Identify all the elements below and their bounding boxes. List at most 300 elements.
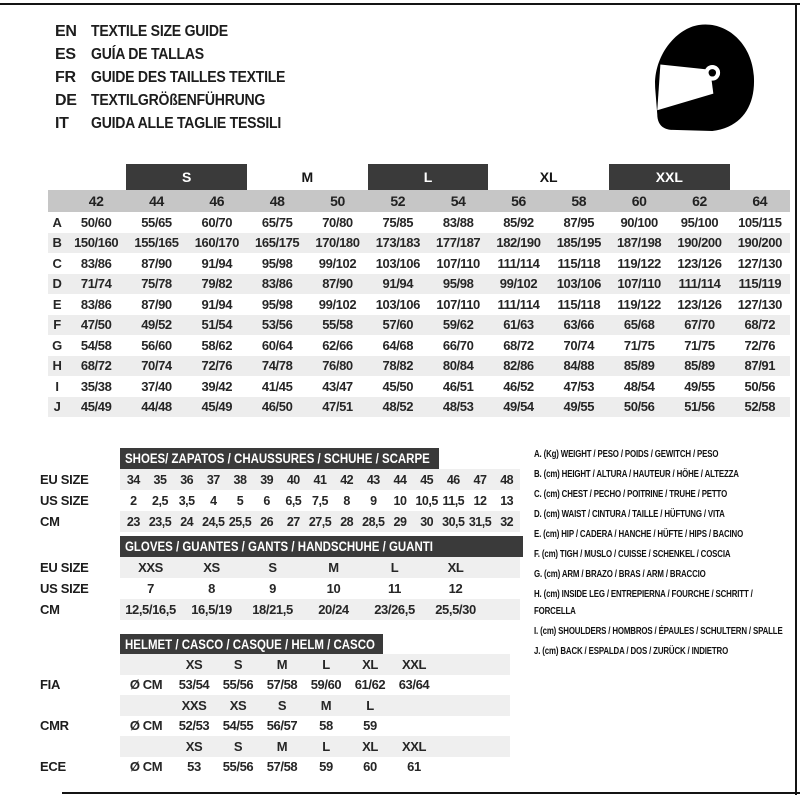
value-cell: 3,5 bbox=[178, 493, 195, 508]
value-cell: 6,5 bbox=[285, 493, 302, 508]
value-cell: M bbox=[328, 560, 339, 575]
language-row bbox=[55, 66, 312, 89]
shoes-table-title-text: SHOES/ ZAPATOS / CHAUSSURES / SCHUHE / SCARPE bbox=[125, 451, 430, 466]
language-code: ES bbox=[55, 45, 76, 63]
size-value-cell: 48/52 bbox=[382, 399, 414, 415]
size-value-cell: 68/72 bbox=[80, 358, 112, 374]
size-value-cell: 46/51 bbox=[442, 378, 474, 394]
language-row bbox=[55, 20, 312, 43]
size-value-cell: 95/98 bbox=[442, 276, 474, 292]
size-group-label: XXL bbox=[609, 164, 730, 190]
language-code: FR bbox=[55, 68, 76, 86]
measurement-letter: C bbox=[52, 255, 62, 271]
size-value-cell: 90/100 bbox=[620, 214, 658, 230]
size-value-cell: 185/195 bbox=[556, 235, 601, 251]
size-value-cell: 70/74 bbox=[563, 337, 595, 353]
gloves-size-table bbox=[40, 536, 523, 620]
size-value-cell: 155/165 bbox=[134, 235, 179, 251]
size-value-cell: 64/68 bbox=[382, 337, 414, 353]
value-cell: 18/21,5 bbox=[252, 602, 293, 617]
value-cell: 63/64 bbox=[398, 677, 430, 693]
guide-title: GUIDE DES TAILLES TEXTILE bbox=[91, 68, 286, 86]
size-value-cell: 115/118 bbox=[557, 255, 601, 271]
size-value-cell: 84/88 bbox=[563, 358, 595, 374]
measurement-row bbox=[48, 274, 790, 295]
size-value-cell: 68/72 bbox=[503, 337, 534, 353]
size-value-cell: 103/106 bbox=[375, 296, 420, 312]
value-cell: 38 bbox=[233, 472, 247, 487]
measurement-row bbox=[48, 253, 790, 274]
value-cell: 28 bbox=[340, 514, 354, 529]
table-row bbox=[40, 490, 520, 511]
row-cells bbox=[120, 599, 520, 620]
size-column-header: 60 bbox=[631, 193, 647, 209]
value-cell: 2,5 bbox=[152, 493, 168, 508]
measurement-row bbox=[48, 294, 790, 315]
row-label: US SIZE bbox=[40, 581, 89, 596]
measurement-letter: H bbox=[52, 358, 62, 374]
size-value-cell: 44/48 bbox=[141, 399, 172, 415]
value-cell: 24,5 bbox=[202, 514, 225, 529]
size-value-cell: 50/56 bbox=[623, 399, 655, 415]
size-value-cell: 45/49 bbox=[80, 399, 112, 415]
size-value-cell: 76/80 bbox=[322, 358, 353, 374]
legend-item: G. (cm) ARM / BRAZO / BRAS / ARM / BRACCIO bbox=[534, 568, 706, 580]
value-cell: 57/58 bbox=[266, 759, 298, 775]
legend-item: D. (cm) WAIST / CINTURA / TAILLE / HÜFTUNG / VITA bbox=[534, 508, 725, 520]
value-cell: XXS bbox=[138, 560, 163, 575]
value-cell: 36 bbox=[180, 472, 194, 487]
value-cell: 55/56 bbox=[222, 677, 254, 693]
size-value-cell: 49/55 bbox=[684, 378, 715, 394]
size-value-cell: 190/200 bbox=[737, 235, 782, 251]
size-label-cell: S bbox=[233, 656, 243, 672]
size-value-cell: 190/200 bbox=[677, 235, 722, 251]
value-cell: XS bbox=[203, 560, 220, 575]
size-value-cell: 74/78 bbox=[261, 358, 293, 374]
size-value-cell: 49/55 bbox=[563, 399, 595, 415]
value-cell: 9 bbox=[269, 581, 276, 596]
measurement-row bbox=[48, 397, 790, 418]
row-cells bbox=[120, 736, 510, 757]
value-cell: 39 bbox=[260, 472, 274, 487]
size-label-cell: L bbox=[322, 656, 330, 672]
size-value-cell: 47/51 bbox=[322, 399, 353, 415]
size-value-cell: 127/130 bbox=[737, 255, 782, 271]
size-value-cell: 107/110 bbox=[436, 296, 480, 312]
row-cells bbox=[120, 557, 520, 578]
racing-helmet-icon bbox=[652, 24, 756, 132]
shoes-size-table bbox=[40, 448, 520, 532]
table-row bbox=[40, 578, 523, 599]
frame-line-bottom bbox=[62, 792, 800, 794]
size-column-header: 52 bbox=[390, 193, 406, 209]
size-value-cell: 83/86 bbox=[80, 296, 112, 312]
row-cells bbox=[120, 757, 510, 778]
size-value-cell: 50/60 bbox=[80, 214, 112, 230]
row-label: CMR bbox=[40, 718, 69, 734]
size-value-cell: 51/54 bbox=[201, 317, 233, 333]
gloves-table-title-text: GLOVES / GUANTES / GANTS / HANDSCHUHE / GUANTI bbox=[125, 539, 433, 554]
size-value-cell: 99/102 bbox=[318, 296, 357, 312]
unit-cell: Ø CM bbox=[129, 677, 163, 693]
legend-item: F. (cm) TIGH / MUSLO / CUISSE / SCHENKEL / COSCIA bbox=[534, 548, 731, 560]
value-cell: 59 bbox=[319, 759, 333, 775]
table-row bbox=[40, 557, 523, 578]
legend-item: E. (cm) HIP / CADERA / HANCHE / HÜFTE / HIPS / BACINO bbox=[534, 528, 744, 540]
textile-size-table bbox=[48, 164, 790, 417]
value-cell: 53/54 bbox=[178, 677, 210, 693]
size-value-cell: 43/47 bbox=[322, 378, 353, 394]
size-value-cell: 87/95 bbox=[563, 214, 595, 230]
size-label-cell: L bbox=[322, 738, 330, 754]
size-value-cell: 103/106 bbox=[375, 255, 420, 271]
row-cells bbox=[120, 469, 520, 490]
measurement-legend bbox=[534, 446, 790, 663]
size-header-row bbox=[48, 190, 790, 212]
size-value-cell: 49/52 bbox=[141, 317, 172, 333]
size-value-cell: 78/82 bbox=[382, 358, 414, 374]
helmet-table-title bbox=[120, 634, 383, 654]
helmet-size-row bbox=[40, 736, 510, 757]
size-value-cell: 99/102 bbox=[318, 255, 357, 271]
value-cell: 24 bbox=[180, 514, 194, 529]
size-value-cell: 53/56 bbox=[261, 317, 293, 333]
value-cell: 55/56 bbox=[222, 759, 254, 775]
value-cell: L bbox=[390, 560, 399, 575]
size-value-cell: 70/80 bbox=[322, 214, 353, 230]
measurement-row bbox=[48, 315, 790, 336]
value-cell: 12 bbox=[473, 493, 487, 508]
measurement-letter: D bbox=[52, 276, 62, 292]
row-cells bbox=[120, 675, 510, 696]
size-value-cell: 39/42 bbox=[201, 378, 233, 394]
value-cell: 25,5/30 bbox=[435, 602, 476, 617]
size-label-cell: S bbox=[277, 697, 287, 713]
table-row bbox=[40, 469, 520, 490]
size-label-cell: L bbox=[366, 697, 374, 713]
value-cell: 7 bbox=[147, 581, 154, 596]
size-column-header: 62 bbox=[692, 193, 707, 209]
row-label: US SIZE bbox=[40, 493, 89, 508]
helmet-value-row bbox=[40, 757, 510, 778]
size-label-cell: XS bbox=[185, 738, 203, 754]
value-cell: 11 bbox=[388, 581, 401, 596]
value-cell: 27 bbox=[286, 514, 300, 529]
value-cell: 48 bbox=[500, 472, 514, 487]
size-column-header: 42 bbox=[88, 193, 104, 209]
size-value-cell: 95/98 bbox=[261, 255, 293, 271]
value-cell: 8 bbox=[208, 581, 215, 596]
size-value-cell: 41/45 bbox=[261, 378, 293, 394]
size-value-cell: 60/70 bbox=[201, 214, 233, 230]
size-group-row bbox=[48, 164, 790, 190]
row-label: EU SIZE bbox=[40, 560, 89, 575]
value-cell: 40 bbox=[286, 472, 300, 487]
size-value-cell: 115/119 bbox=[738, 276, 782, 292]
size-column-header: 48 bbox=[269, 193, 285, 209]
value-cell: 4 bbox=[210, 493, 217, 508]
size-value-cell: 123/126 bbox=[677, 255, 722, 271]
language-title-list bbox=[55, 20, 312, 135]
size-value-cell: 52/58 bbox=[744, 399, 776, 415]
size-value-cell: 187/198 bbox=[617, 235, 662, 251]
size-value-cell: 70/74 bbox=[141, 358, 172, 374]
size-label-cell: XL bbox=[362, 738, 378, 754]
size-label-cell: XXS bbox=[181, 697, 207, 713]
guide-title: TEXTILE SIZE GUIDE bbox=[91, 22, 228, 40]
size-value-cell: 59/62 bbox=[442, 317, 474, 333]
size-value-cell: 79/82 bbox=[201, 276, 233, 292]
size-value-cell: 37/40 bbox=[141, 378, 172, 394]
size-value-cell: 47/53 bbox=[563, 378, 595, 394]
value-cell: 20/24 bbox=[318, 602, 349, 617]
size-value-cell: 91/94 bbox=[201, 255, 233, 271]
language-code: IT bbox=[55, 114, 69, 132]
size-value-cell: 72/76 bbox=[744, 337, 776, 353]
language-code: DE bbox=[55, 91, 77, 109]
size-value-cell: 127/130 bbox=[737, 296, 782, 312]
size-label-cell: XXL bbox=[401, 656, 427, 672]
value-cell: 2 bbox=[130, 493, 137, 508]
size-value-cell: 80/84 bbox=[442, 358, 474, 374]
size-column-header: 54 bbox=[450, 193, 466, 209]
row-label: ECE bbox=[40, 759, 66, 775]
size-label-cell: S bbox=[233, 738, 243, 754]
measurement-letter: G bbox=[52, 337, 62, 353]
value-cell: S bbox=[268, 560, 277, 575]
value-cell: 61 bbox=[407, 759, 421, 775]
frame-line-right bbox=[795, 3, 797, 795]
size-value-cell: 173/183 bbox=[375, 235, 420, 251]
size-value-cell: 82/86 bbox=[503, 358, 534, 374]
helmet-value-row bbox=[40, 675, 510, 696]
size-label-cell: M bbox=[320, 697, 332, 713]
language-code: EN bbox=[55, 22, 77, 40]
value-cell: 5 bbox=[236, 493, 244, 508]
value-cell: 37 bbox=[206, 472, 220, 487]
legend-item: I. (cm) SHOULDERS / HOMBROS / ÉPAULES / SCHULTERN / SPALLE bbox=[534, 625, 783, 637]
size-column-header: 64 bbox=[752, 193, 768, 209]
value-cell: 41 bbox=[313, 472, 327, 487]
size-value-cell: 87/91 bbox=[744, 358, 776, 374]
size-value-cell: 111/114 bbox=[497, 296, 540, 312]
size-value-cell: 48/54 bbox=[623, 378, 655, 394]
row-cells bbox=[120, 578, 520, 599]
legend-item: C. (cm) CHEST / PECHO / POITRINE / TRUHE / PETTO bbox=[534, 488, 728, 500]
legend-item: J. (cm) BACK / ESPALDA / DOS / ZURÜCK / INDIETRO bbox=[534, 645, 729, 657]
value-cell: 12 bbox=[448, 581, 463, 596]
size-value-cell: 49/54 bbox=[503, 399, 534, 415]
size-group-label: S bbox=[126, 164, 247, 190]
size-label-cell: M bbox=[276, 656, 288, 672]
value-cell: 34 bbox=[126, 472, 140, 487]
size-value-cell: 115/118 bbox=[557, 296, 601, 312]
size-value-cell: 60/64 bbox=[261, 337, 293, 353]
size-value-cell: 67/70 bbox=[684, 317, 715, 333]
size-column-header: 46 bbox=[209, 193, 225, 209]
size-value-cell: 99/102 bbox=[499, 276, 538, 292]
size-value-cell: 71/75 bbox=[684, 337, 715, 353]
size-value-cell: 54/58 bbox=[80, 337, 112, 353]
value-cell: 32 bbox=[500, 514, 514, 529]
table-row bbox=[40, 511, 520, 532]
size-value-cell: 58/62 bbox=[201, 337, 233, 353]
value-cell: 9 bbox=[370, 493, 377, 508]
size-value-cell: 66/70 bbox=[442, 337, 474, 353]
size-value-cell: 83/88 bbox=[442, 214, 474, 230]
value-cell: 23 bbox=[126, 514, 140, 529]
size-value-cell: 123/126 bbox=[677, 296, 722, 312]
table-row bbox=[40, 599, 523, 620]
size-value-cell: 48/53 bbox=[442, 399, 474, 415]
helmet-table-title-text: HELMET / CASCO / CASQUE / HELM / CASCO bbox=[125, 636, 375, 652]
size-value-cell: 47/50 bbox=[80, 317, 112, 333]
row-cells bbox=[120, 511, 520, 532]
value-cell: 54/55 bbox=[222, 718, 254, 734]
value-cell: 59/60 bbox=[310, 677, 342, 693]
row-label: CM bbox=[40, 602, 60, 617]
size-value-cell: 65/68 bbox=[623, 317, 655, 333]
size-value-cell: 75/78 bbox=[141, 276, 172, 292]
size-value-cell: 46/50 bbox=[261, 399, 293, 415]
size-value-cell: 75/85 bbox=[382, 214, 414, 230]
size-value-cell: 160/170 bbox=[194, 235, 239, 251]
size-value-cell: 119/122 bbox=[617, 296, 661, 312]
size-value-cell: 105/115 bbox=[738, 214, 782, 230]
value-cell: 30 bbox=[420, 514, 434, 529]
helmet-value-row bbox=[40, 716, 510, 737]
unit-cell: Ø CM bbox=[129, 718, 163, 734]
value-cell: 10,5 bbox=[415, 493, 438, 508]
size-value-cell: 72/76 bbox=[201, 358, 233, 374]
size-value-cell: 170/180 bbox=[315, 235, 360, 251]
size-value-cell: 95/98 bbox=[261, 296, 293, 312]
size-value-cell: 45/50 bbox=[382, 378, 414, 394]
row-label: EU SIZE bbox=[40, 472, 89, 487]
size-value-cell: 95/100 bbox=[680, 214, 719, 230]
measurement-row bbox=[48, 212, 790, 233]
helmet-size-table bbox=[40, 634, 510, 777]
size-value-cell: 119/122 bbox=[617, 255, 661, 271]
size-value-cell: 107/110 bbox=[436, 255, 480, 271]
size-value-cell: 87/90 bbox=[141, 255, 172, 271]
value-cell: 29 bbox=[393, 514, 407, 529]
size-value-cell: 107/110 bbox=[617, 276, 661, 292]
value-cell: 10 bbox=[326, 581, 341, 596]
value-cell: 47 bbox=[473, 472, 487, 487]
size-value-cell: 85/92 bbox=[503, 214, 534, 230]
value-cell: 46 bbox=[446, 472, 460, 487]
size-value-cell: 55/58 bbox=[322, 317, 353, 333]
size-value-cell: 71/74 bbox=[80, 276, 112, 292]
value-cell: 8 bbox=[343, 493, 350, 508]
measurement-row bbox=[48, 376, 790, 397]
size-value-cell: 56/60 bbox=[141, 337, 172, 353]
size-value-cell: 62/66 bbox=[322, 337, 353, 353]
row-label: CM bbox=[40, 514, 60, 529]
value-cell: 58 bbox=[319, 718, 333, 734]
value-cell: 23,5 bbox=[148, 514, 172, 529]
value-cell: 56/57 bbox=[266, 718, 298, 734]
size-column-header: 50 bbox=[330, 193, 345, 209]
row-cells bbox=[120, 654, 510, 675]
value-cell: 53 bbox=[187, 759, 201, 775]
guide-title: TEXTILGRÖßENFÜHRUNG bbox=[91, 91, 266, 109]
size-value-cell: 150/160 bbox=[74, 235, 119, 251]
guide-title: GUÍA DE TALLAS bbox=[91, 45, 204, 63]
helmet-size-row bbox=[40, 695, 510, 716]
value-cell: 6 bbox=[263, 493, 270, 508]
size-value-cell: 51/56 bbox=[684, 399, 715, 415]
size-value-cell: 103/106 bbox=[556, 276, 601, 292]
size-value-cell: 50/56 bbox=[744, 378, 776, 394]
guide-title: GUIDA ALLE TAGLIE TESSILI bbox=[91, 114, 282, 132]
value-cell: 31,5 bbox=[468, 514, 492, 529]
helmet-size-row bbox=[40, 654, 510, 675]
size-value-cell: 57/60 bbox=[382, 317, 414, 333]
value-cell: 57/58 bbox=[266, 677, 298, 693]
size-value-cell: 177/187 bbox=[436, 235, 481, 251]
value-cell: 7,5 bbox=[312, 493, 328, 508]
value-cell: 12,5/16,5 bbox=[125, 602, 176, 617]
measurement-row bbox=[48, 356, 790, 377]
value-cell: 27,5 bbox=[308, 514, 332, 529]
value-cell: 25,5 bbox=[228, 514, 252, 529]
language-row bbox=[55, 112, 312, 135]
size-value-cell: 71/75 bbox=[623, 337, 655, 353]
row-cells bbox=[120, 490, 520, 511]
value-cell: 35 bbox=[153, 472, 167, 487]
size-value-cell: 46/52 bbox=[503, 378, 534, 394]
size-value-cell: 165/175 bbox=[255, 235, 300, 251]
size-value-cell: 83/86 bbox=[261, 276, 293, 292]
row-cells bbox=[120, 716, 510, 737]
legend-item: A. (Kg) WEIGHT / PESO / POIDS / GEWITCH / PESO bbox=[534, 448, 719, 460]
value-cell: 61/62 bbox=[354, 677, 386, 693]
size-value-cell: 45/49 bbox=[201, 399, 233, 415]
size-value-cell: 87/90 bbox=[322, 276, 353, 292]
value-cell: 59 bbox=[363, 718, 377, 734]
size-value-cell: 111/114 bbox=[497, 255, 540, 271]
row-label: FIA bbox=[40, 677, 61, 693]
legend-item: H. (cm) INSIDE LEG / ENTREPIERNA / FOURCHE / SCHRITT / FORCELLA bbox=[534, 588, 753, 617]
size-group-label: XL bbox=[539, 169, 558, 185]
language-row bbox=[55, 89, 312, 112]
unit-cell: Ø CM bbox=[129, 759, 163, 775]
measurement-letter: F bbox=[53, 317, 61, 333]
value-cell: 16,5/19 bbox=[191, 602, 232, 617]
value-cell: 30,5 bbox=[442, 514, 465, 529]
size-column-header: 56 bbox=[511, 193, 526, 209]
shoes-table-title bbox=[120, 448, 439, 469]
size-value-cell: 61/63 bbox=[503, 317, 534, 333]
size-value-cell: 65/75 bbox=[261, 214, 293, 230]
size-value-cell: 35/38 bbox=[80, 378, 112, 394]
size-value-cell: 83/86 bbox=[80, 255, 112, 271]
measurement-letter: E bbox=[52, 296, 62, 312]
gloves-table-title bbox=[120, 536, 523, 557]
value-cell: 44 bbox=[393, 472, 407, 487]
measurement-letter: I bbox=[55, 378, 59, 394]
value-cell: 11,5 bbox=[442, 493, 465, 508]
size-value-cell: 85/89 bbox=[623, 358, 655, 374]
size-label-cell: M bbox=[276, 738, 288, 754]
size-value-cell: 85/89 bbox=[684, 358, 715, 374]
size-value-cell: 55/65 bbox=[141, 214, 172, 230]
row-cells bbox=[120, 695, 510, 716]
size-group-label: L bbox=[368, 164, 489, 190]
